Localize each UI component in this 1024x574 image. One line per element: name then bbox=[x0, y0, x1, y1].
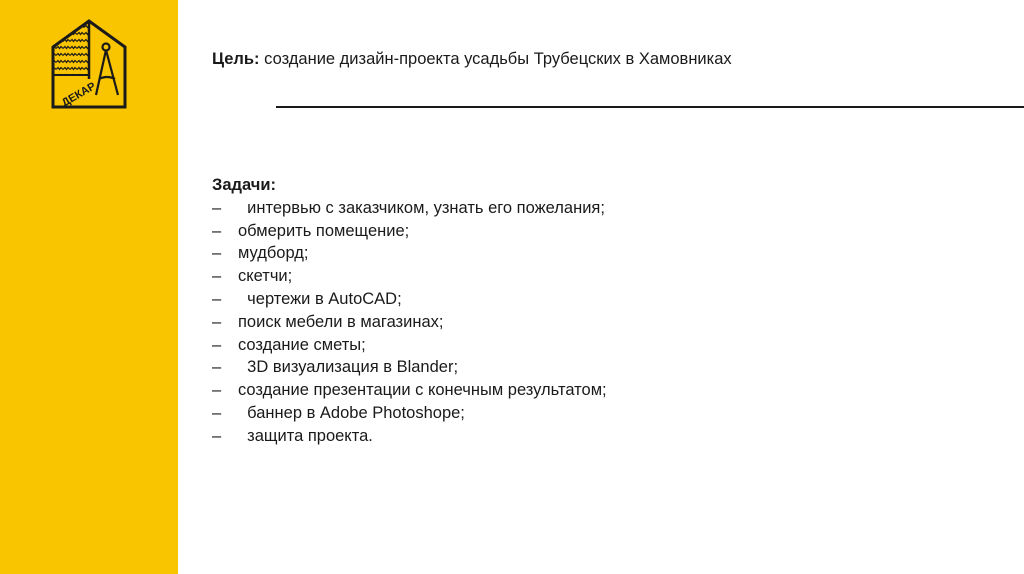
task-bullet: – bbox=[212, 335, 222, 354]
task-bullet: – bbox=[212, 403, 222, 422]
task-bullet: – bbox=[212, 267, 222, 286]
goal-statement bbox=[212, 48, 732, 70]
task-bullet: – bbox=[212, 221, 222, 240]
tasks-list bbox=[212, 197, 812, 448]
task-bullet: – bbox=[212, 358, 222, 377]
task-bullet: – bbox=[212, 312, 222, 331]
task-item: – чертежи в AutoCAD; bbox=[212, 288, 812, 311]
divider-line bbox=[276, 106, 1024, 108]
task-bullet: – bbox=[212, 381, 222, 400]
task-item: – 3D визуализация в Blander; bbox=[212, 356, 812, 379]
task-item: – создание сметы; bbox=[212, 334, 812, 357]
accent-sidebar bbox=[0, 0, 178, 574]
task-item: – создание презентации с конечным результатом; bbox=[212, 379, 812, 402]
tasks-section bbox=[212, 174, 812, 448]
task-bullet: – bbox=[212, 198, 222, 217]
tasks-heading: Задачи: bbox=[212, 176, 276, 194]
task-bullet: – bbox=[212, 244, 222, 263]
task-item: – баннер в Adobe Photoshope; bbox=[212, 402, 812, 425]
task-item: – защита проекта. bbox=[212, 425, 812, 448]
task-item: – поиск мебели в магазинах; bbox=[212, 311, 812, 334]
task-bullet: – bbox=[212, 289, 222, 308]
task-bullet: – bbox=[212, 426, 222, 445]
logo-text: ДЕКАР bbox=[59, 80, 98, 110]
task-item: – обмерить помещение; bbox=[212, 220, 812, 243]
task-item: – интервью с заказчиком, узнать его пожелания; bbox=[212, 197, 812, 220]
house-compass-logo-icon bbox=[49, 17, 129, 113]
task-item: – мудборд; bbox=[212, 242, 812, 265]
task-item: – скетчи; bbox=[212, 265, 812, 288]
goal-label: Цель: bbox=[212, 50, 260, 68]
goal-text: создание дизайн-проекта усадьбы Трубецских в Хамовниках bbox=[259, 50, 732, 68]
